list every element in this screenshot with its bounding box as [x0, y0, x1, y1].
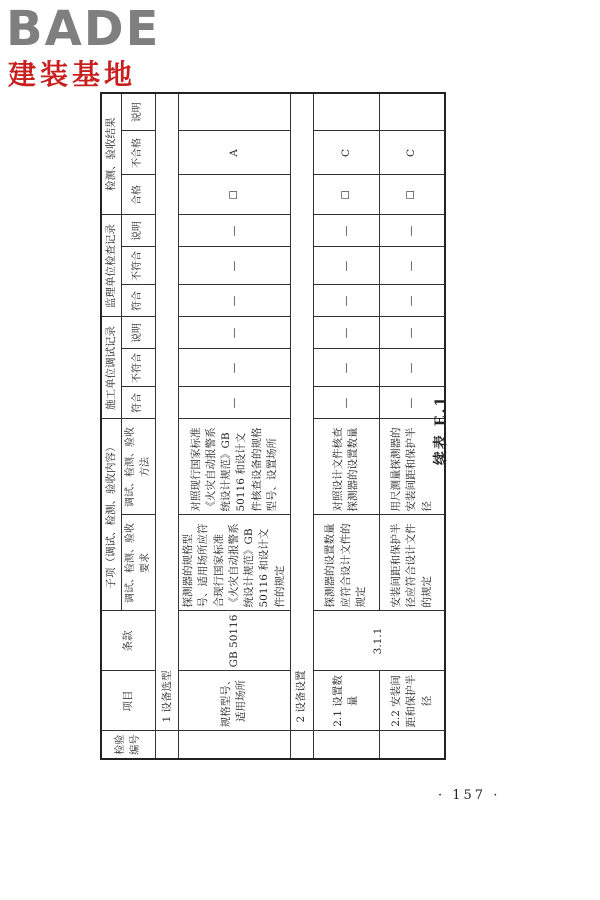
header-result-note: 说明 [122, 93, 156, 131]
rotated-page-content [100, 100, 520, 760]
row-s-note: — [313, 215, 379, 247]
row-item: 规格型号、适用场所 [179, 671, 291, 731]
row-requirement: 安装间距和保护半径应符合设计文件的规定 [379, 515, 445, 611]
header-method: 调试、检测、验收方法 [122, 419, 156, 515]
row-c-note: — [179, 317, 291, 349]
header-c-note: 说明 [122, 317, 156, 349]
row-clause: 3.1.1 [313, 611, 445, 671]
table-title: 续表 E.1 [433, 394, 449, 466]
row-s-nonconform: — [313, 247, 379, 285]
section-label: 2 设备设置 [290, 93, 313, 731]
header-construction: 施工单位调试记录 [101, 317, 122, 419]
row-fail-grade: C [313, 131, 379, 175]
row-c-conform: — [179, 387, 291, 419]
row-c-nonconform: — [379, 349, 445, 387]
header-s-nonconform: 不符合 [122, 247, 156, 285]
row-s-conform: — [313, 285, 379, 317]
row-requirement: 探测器的规格型号、适用场所应符合现行国家标准《火灾自动报警系统设计规范》GB 50116 和设计文件的规定 [179, 515, 291, 611]
row-method: 对照现行国家标准《火灾自动报警系统设计规范》GB 50116 和设计文件核查设备的规格型号、设置场所 [179, 419, 291, 515]
row-requirement: 探测器的设置数量应符合设计文件的规定 [313, 515, 379, 611]
row-c-conform: — [313, 387, 379, 419]
row-method: 用尺测量探测器的安装间距和保护半径 [379, 419, 445, 515]
header-check-no: 检验编号 [101, 731, 156, 759]
logo-chinese-text: 建装基地 [8, 58, 137, 91]
row-c-note: — [379, 317, 445, 349]
section-row [290, 93, 313, 759]
section-label: 1 设备选型 [156, 93, 179, 731]
header-requirement: 调试、检测、验收要求 [122, 515, 156, 611]
row-item: 2.1 设置数量 [313, 671, 379, 731]
header-subitem: 子项（调试、检测、验收内容） [101, 419, 122, 611]
row-result-note [179, 93, 291, 131]
bade-logo [6, 1, 176, 96]
header-s-conform: 符合 [122, 285, 156, 317]
row-s-nonconform: — [379, 247, 445, 285]
table-row [179, 93, 291, 759]
row-pass-checkbox[interactable]: ☐ [379, 175, 445, 215]
section-row [156, 93, 179, 759]
row-pass-checkbox[interactable]: ☐ [179, 175, 291, 215]
header-clause: 条款 [101, 611, 156, 671]
row-s-conform: — [179, 285, 291, 317]
row-item: 2.2 安装间距和保护半径 [379, 671, 445, 731]
table-row [313, 93, 379, 759]
row-s-note: — [379, 215, 445, 247]
header-row-1 [101, 93, 122, 759]
row-pass-checkbox[interactable]: ☐ [313, 175, 379, 215]
row-c-conform: — [379, 387, 445, 419]
header-c-conform: 符合 [122, 387, 156, 419]
header-supervision: 监理单位检查记录 [101, 215, 122, 317]
header-fail: 不合格 [122, 131, 156, 175]
header-item: 项目 [101, 671, 156, 731]
header-s-note: 说明 [122, 215, 156, 247]
row-s-conform: — [379, 285, 445, 317]
row-fail-grade: C [379, 131, 445, 175]
row-c-note: — [313, 317, 379, 349]
header-c-nonconform: 不符合 [122, 349, 156, 387]
row-s-nonconform: — [179, 247, 291, 285]
logo-wordmark: BADE [6, 1, 161, 57]
row-method: 对照设计文件核查探测器的设置数量 [313, 419, 379, 515]
page-number: · 157 · [438, 788, 501, 803]
header-result: 检测、验收结果 [101, 93, 122, 215]
inspection-table [100, 92, 446, 760]
header-pass: 合格 [122, 175, 156, 215]
row-c-nonconform: — [179, 349, 291, 387]
row-result-note [313, 93, 379, 131]
row-clause: GB 50116 [179, 611, 291, 671]
row-c-nonconform: — [313, 349, 379, 387]
row-fail-grade: A [179, 131, 291, 175]
row-s-note: — [179, 215, 291, 247]
